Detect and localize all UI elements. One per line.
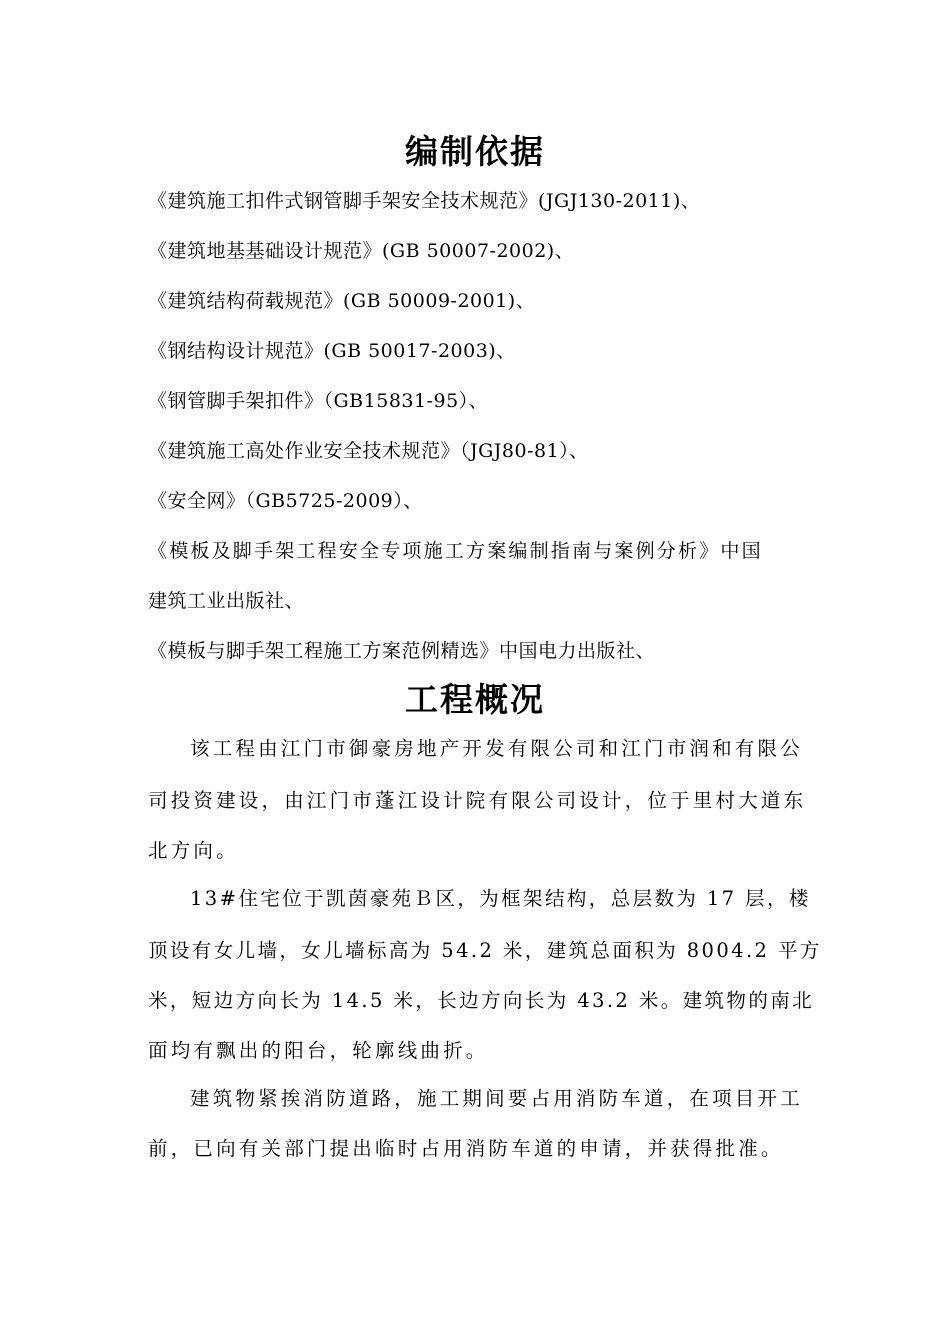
paragraph-line: 顶设有女儿墙，女儿墙标高为 54.2 米，建筑总面积为 8004.2 平方 [148, 939, 822, 962]
paragraph-line: 面均有飘出的阳台，轮廓线曲折。 [148, 1039, 489, 1062]
reference-line: 《钢结构设计规范》(GB 50017-2003)、 [148, 340, 516, 362]
reference-line: 《钢管脚手架扣件》（GB15831-95）、 [148, 390, 489, 412]
section-title-overview: 工程概况 [405, 680, 545, 719]
paragraph-line: 建筑物紧挨消防道路，施工期间要占用消防车道，在项目开工 [190, 1087, 803, 1110]
paragraph-line: 该工程由江门市御豪房地产开发有限公司和江门市润和有限公 [190, 737, 803, 760]
paragraph-line: 13#住宅位于凯茵豪苑Ｂ区，为框架结构，总层数为 17 层，楼 [190, 887, 811, 910]
reference-line: 《模板与脚手架工程施工方案范例精选》中国电力出版社、 [148, 640, 656, 662]
reference-line: 《建筑地基基础设计规范》(GB 50007-2002)、 [148, 240, 575, 262]
reference-line: 《安全网》（GB5725-2009）、 [148, 490, 423, 512]
paragraph-line: 北方向。 [148, 839, 239, 862]
section-title-basis: 编制依据 [405, 132, 545, 171]
reference-line: 《建筑结构荷载规范》(GB 50009-2001)、 [148, 290, 536, 312]
paragraph-line: 米，短边方向长为 14.5 米，长边方向长为 43.2 米。建筑物的南北 [148, 989, 815, 1012]
reference-line: 《建筑施工扣件式钢管脚手架安全技术规范》(JGJ130-2011)、 [148, 190, 701, 212]
paragraph-line: 司投资建设，由江门市蓬江设计院有限公司设计，位于里村大道东 [148, 789, 807, 812]
reference-line: 建筑工业出版社、 [148, 590, 305, 612]
paragraph-line: 前，已向有关部门提出临时占用消防车道的申请，并获得批准。 [148, 1137, 784, 1160]
reference-line: 《建筑施工高处作业安全技术规范》（JGJ80-81）、 [148, 440, 589, 462]
reference-line: 《模板及脚手架工程安全专项施工方案编制指南与案例分析》中国 [148, 540, 763, 562]
